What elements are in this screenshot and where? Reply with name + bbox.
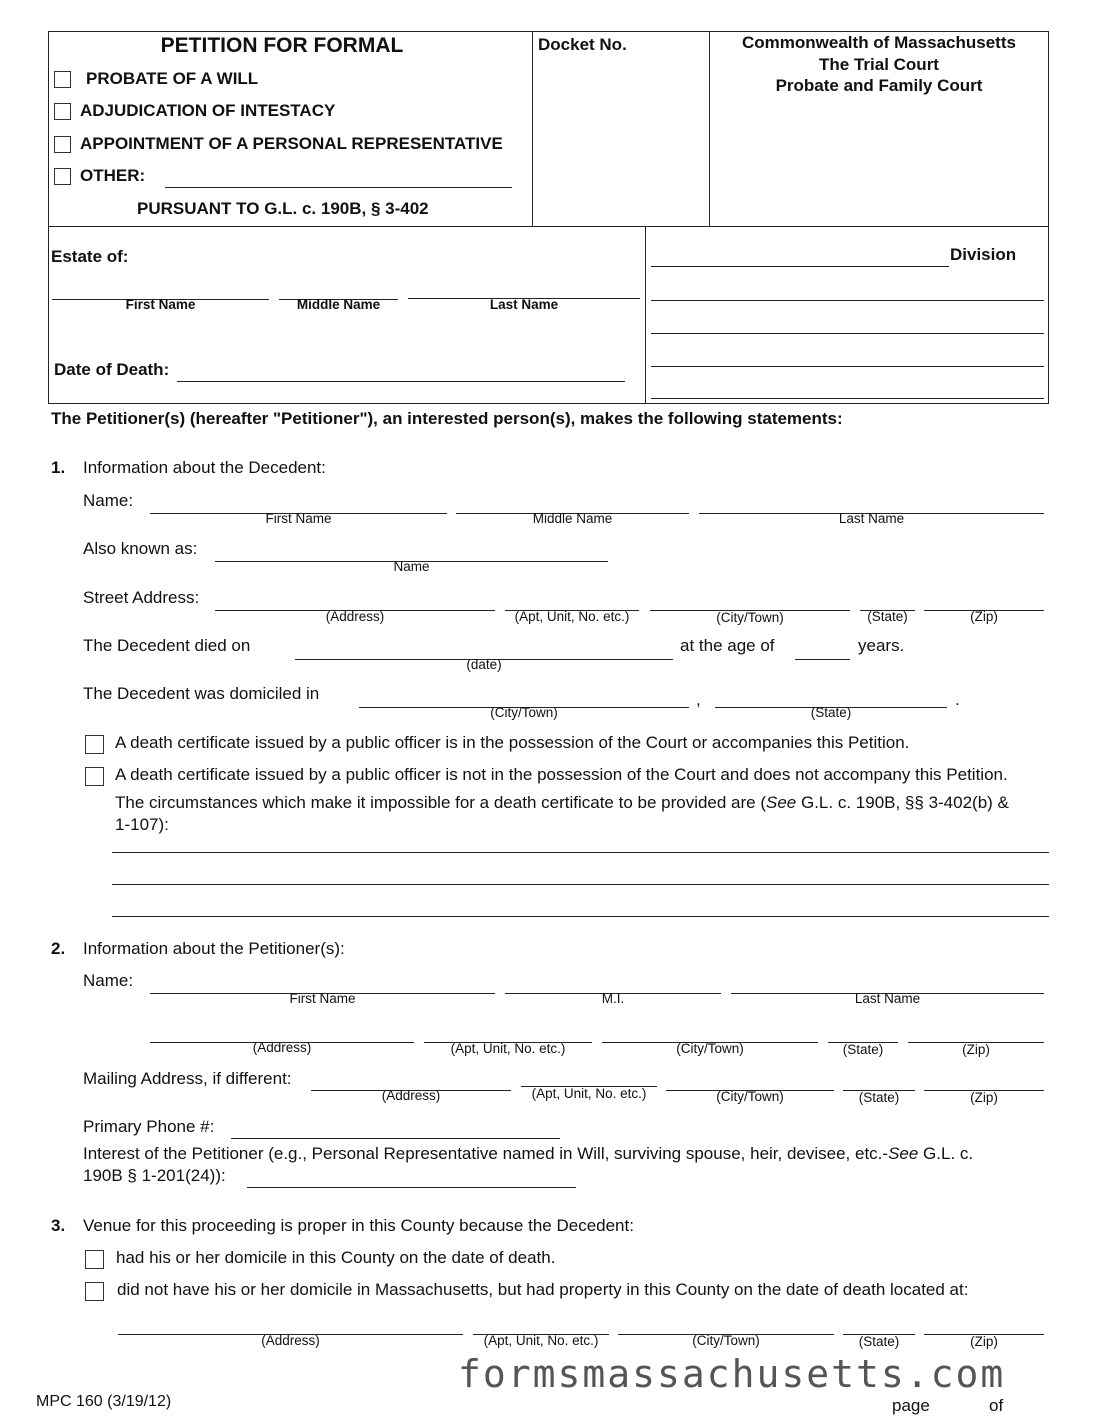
street-label: Street Address: — [83, 588, 200, 607]
venue-domicile-label: had his or her domicile in this County on the date of death. — [116, 1248, 556, 1267]
street-zip-label: (Zip) — [970, 609, 998, 624]
court-line-1: Commonwealth of Massachusetts — [742, 33, 1016, 52]
estate-label: Estate of: — [51, 247, 129, 266]
years-label: years. — [858, 636, 905, 655]
circumstances-line-2: 1-107): — [115, 815, 169, 834]
s3-number: 3. — [51, 1216, 66, 1235]
division-field[interactable] — [651, 266, 949, 267]
domicile-period: . — [955, 690, 960, 709]
property-state-label: (State) — [858, 1334, 900, 1349]
other-field[interactable] — [165, 187, 512, 188]
division-line-2[interactable] — [651, 300, 1044, 301]
division-line-4[interactable] — [651, 366, 1044, 367]
s1-number: 1. — [51, 458, 66, 477]
s3-title: Venue for this proceeding is proper in this County because the Decedent: — [83, 1216, 634, 1235]
page-label: page — [892, 1396, 930, 1415]
petitioner-zip-label: (Zip) — [962, 1042, 990, 1057]
petitioner-address-label: (Address) — [252, 1040, 312, 1055]
cert-absent-label: A death certificate issued by a public officer is not in the possession of the Court and does not accompany this Petition. — [115, 765, 1008, 784]
cert-present-checkbox[interactable] — [85, 735, 104, 754]
died-on-label: The Decedent died on — [83, 636, 251, 655]
property-city-label: (City/Town) — [692, 1333, 760, 1348]
aka-sub-label: Name — [393, 559, 430, 574]
interest-post: G.L. c. — [918, 1144, 974, 1163]
property-zip-label: (Zip) — [970, 1334, 998, 1349]
s1-title: Information about the Decedent: — [83, 458, 326, 477]
street-apt-label: (Apt, Unit, No. etc.) — [514, 609, 630, 624]
probate-will-label: PROBATE OF A WILL — [86, 69, 259, 88]
interest-pre: Interest of the Petitioner (e.g., Personal Representative named in Will, surviving spouse, heir, devisee, etc.- — [83, 1144, 889, 1163]
interest-line-2: 190B § 1-201(24)): — [83, 1166, 226, 1185]
court-line-2: The Trial Court — [819, 55, 939, 74]
mailing-state-label: (State) — [858, 1090, 900, 1105]
property-apt-label: (Apt, Unit, No. etc.) — [483, 1333, 599, 1348]
s2-number: 2. — [51, 939, 66, 958]
form-number: MPC 160 (3/19/12) — [36, 1393, 172, 1410]
aka-label: Also known as: — [83, 539, 198, 558]
mailing-zip-label: (Zip) — [970, 1090, 998, 1105]
decedent-middle-label: Middle Name — [532, 511, 613, 526]
mailing-label: Mailing Address, if different: — [83, 1069, 292, 1088]
petitioner-last-label: Last Name — [854, 991, 921, 1006]
circumstances-see: See — [766, 793, 797, 812]
circumstances-field-3[interactable] — [112, 916, 1049, 917]
death-date-label: (date) — [466, 657, 502, 672]
watermark: formsmassachusetts.com — [458, 1352, 1006, 1396]
estate-last-label: Last Name — [489, 297, 559, 312]
decedent-first-label: First Name — [265, 511, 332, 526]
probate-will-checkbox[interactable] — [54, 71, 71, 88]
header-divider-1 — [532, 31, 533, 227]
venue-domicile-checkbox[interactable] — [85, 1250, 104, 1269]
s2-title: Information about the Petitioner(s): — [83, 939, 345, 958]
cert-absent-checkbox[interactable] — [85, 767, 104, 786]
domicile-comma: , — [696, 690, 701, 709]
street-state-label: (State) — [867, 609, 908, 624]
venue-property-checkbox[interactable] — [85, 1282, 104, 1301]
of-label: of — [989, 1396, 1004, 1415]
domicile-city-label: (City/Town) — [490, 705, 558, 720]
mailing-apt-label: (Apt, Unit, No. etc.) — [531, 1086, 647, 1101]
intestacy-label: ADJUDICATION OF INTESTACY — [80, 101, 336, 120]
circumstances-pre: The circumstances which make it impossible for a death certificate to be provided are ( — [115, 793, 767, 812]
form-title: PETITION FOR FORMAL — [160, 34, 404, 57]
interest-field[interactable] — [247, 1187, 576, 1188]
appointment-checkbox[interactable] — [54, 136, 71, 153]
petitioner-state-label: (State) — [842, 1042, 884, 1057]
domiciled-label: The Decedent was domiciled in — [83, 684, 320, 703]
estate-box — [48, 226, 1049, 404]
mailing-city-label: (City/Town) — [716, 1089, 784, 1104]
street-city-label: (City/Town) — [716, 610, 784, 625]
age-label: at the age of — [680, 636, 775, 655]
pursuant-label: PURSUANT TO G.L. c. 190B, § 3-402 — [137, 199, 429, 218]
docket-label: Docket No. — [538, 35, 627, 54]
date-of-death-label: Date of Death: — [54, 360, 170, 379]
cert-present-label: A death certificate issued by a public officer is in the possession of the Court or accompanies this Petition. — [115, 733, 910, 752]
age-field[interactable] — [795, 659, 850, 660]
circumstances-post: G.L. c. 190B, §§ 3-402(b) & — [796, 793, 1009, 812]
estate-divider — [645, 226, 646, 404]
circumstances-line-1 — [115, 793, 1009, 813]
circumstances-field-2[interactable] — [112, 884, 1049, 885]
petitioner-apt-label: (Apt, Unit, No. etc.) — [450, 1041, 566, 1056]
court-line-3: Probate and Family Court — [775, 76, 983, 95]
estate-first-label: First Name — [125, 297, 196, 312]
petitioner-city-label: (City/Town) — [676, 1041, 744, 1056]
s2-name-label: Name: — [83, 971, 134, 990]
intro-statement: The Petitioner(s) (hereafter "Petitioner"), an interested person(s), makes the following statements: — [51, 409, 843, 428]
estate-middle-label: Middle Name — [296, 297, 381, 312]
property-address-label: (Address) — [261, 1333, 320, 1348]
petitioner-first-label: First Name — [289, 991, 356, 1006]
division-line-5[interactable] — [651, 398, 1044, 399]
appointment-label: APPOINTMENT OF A PERSONAL REPRESENTATIVE — [80, 134, 503, 153]
other-label: OTHER: — [80, 166, 146, 185]
intestacy-checkbox[interactable] — [54, 103, 71, 120]
date-of-death-field[interactable] — [177, 381, 625, 382]
mailing-address-label: (Address) — [381, 1088, 441, 1103]
phone-label: Primary Phone #: — [83, 1117, 215, 1136]
interest-line-1 — [83, 1144, 973, 1164]
other-checkbox[interactable] — [54, 168, 71, 185]
petitioner-mi-label: M.I. — [601, 991, 625, 1006]
circumstances-field-1[interactable] — [112, 852, 1049, 853]
interest-see: See — [888, 1144, 919, 1163]
division-label: Division — [950, 245, 1017, 264]
phone-field[interactable] — [231, 1138, 560, 1139]
s1-name-label: Name: — [83, 491, 134, 510]
division-line-3[interactable] — [651, 333, 1044, 334]
decedent-last-label: Last Name — [838, 511, 905, 526]
venue-property-label: did not have his or her domicile in Massachusetts, but had property in this County on the date of death located at: — [117, 1280, 969, 1299]
street-address-label: (Address) — [325, 609, 385, 624]
domicile-state-label: (State) — [810, 705, 852, 720]
